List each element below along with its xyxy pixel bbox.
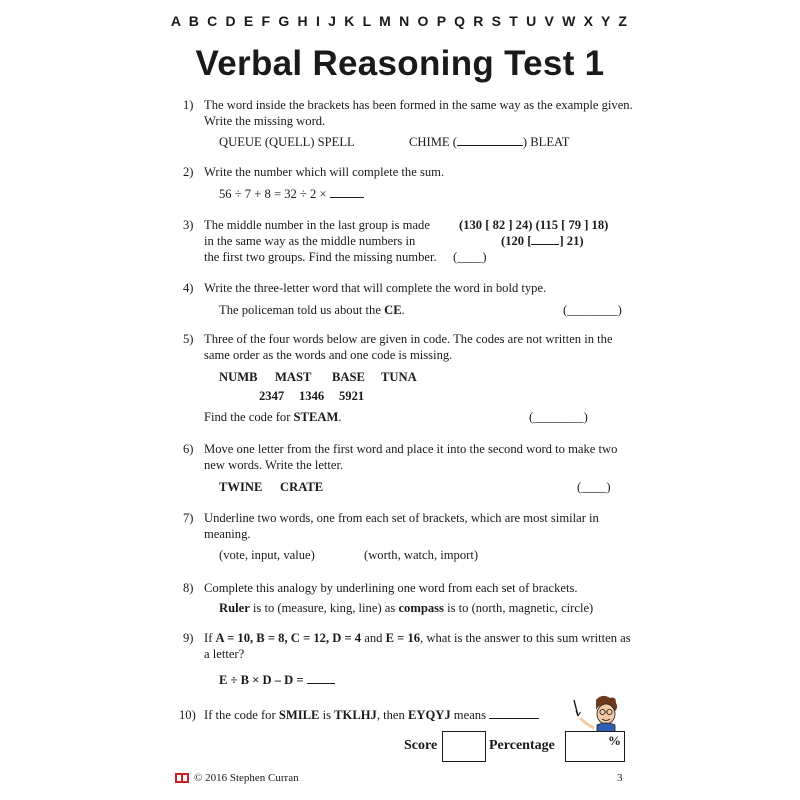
answer-bracket[interactable]: (________) xyxy=(563,303,622,317)
question-4 xyxy=(183,280,638,320)
question-text-line: in the same way as the middle numbers in xyxy=(204,234,416,248)
answer-blank[interactable] xyxy=(457,145,523,146)
publisher-logo-icon xyxy=(175,773,189,783)
code-prompt xyxy=(204,409,342,425)
prompt-start: Find the code for xyxy=(204,410,291,424)
code-word: EYQYJ xyxy=(407,708,451,722)
question-number: 8) xyxy=(183,581,194,595)
page-number: 3 xyxy=(617,772,623,784)
question-number: 9) xyxy=(183,631,194,645)
word: TWINE xyxy=(219,480,263,494)
example-line: QUEUE (QUELL) SPELL xyxy=(219,135,355,149)
answer-blank[interactable] xyxy=(307,683,335,684)
prompt-word: STEAM xyxy=(293,410,339,424)
question-7 xyxy=(183,510,638,565)
code-word: BASE xyxy=(332,370,365,384)
sum-line xyxy=(219,672,335,688)
question-5 xyxy=(183,331,638,426)
page-title: Verbal Reasoning Test 1 xyxy=(195,44,605,83)
sum-text: 56 ÷ 7 + 8 = 32 ÷ 2 × xyxy=(219,187,327,201)
percentage-label: Percentage xyxy=(489,738,555,753)
analogy-word: compass xyxy=(398,601,444,615)
text-part: , what is the answer to this sum written as a letter? xyxy=(204,631,631,661)
sentence-end: . xyxy=(401,303,405,317)
analogy-part: is to (north, magnetic, circle) xyxy=(443,601,594,615)
text-part: is xyxy=(319,708,335,722)
question-number: 3) xyxy=(183,218,194,232)
question-3 xyxy=(183,217,638,267)
cartoon-student-icon xyxy=(566,694,626,734)
code-word: TUNA xyxy=(381,370,417,384)
code-number: 2347 xyxy=(259,389,285,403)
question-text: Underline two words, one from each set of brackets, which are most similar in meaning. xyxy=(204,511,599,541)
question-text-line: The middle number in the last group is made xyxy=(204,218,430,232)
analogy-part: is to (measure, king, line) as xyxy=(249,601,399,615)
task-start: CHIME ( xyxy=(409,135,457,149)
task-line xyxy=(409,134,569,150)
text-part: If xyxy=(204,631,216,645)
text-part: If the code for xyxy=(204,708,279,722)
assignment: A = 10, B = 8, C = 12, D = 4 xyxy=(215,631,362,645)
sentence-start: The policeman told us about the xyxy=(219,303,381,317)
text-part: , then xyxy=(376,708,408,722)
question-number: 1) xyxy=(183,98,194,112)
score-label: Score xyxy=(404,738,438,753)
question-8 xyxy=(183,580,653,620)
question-number: 6) xyxy=(183,442,194,456)
score-box[interactable] xyxy=(442,731,486,762)
question-text: Move one letter from the first word and place it into the second word to make two new words. Write the letter. xyxy=(204,442,618,472)
word-set-2[interactable]: (worth, watch, import) xyxy=(364,548,479,562)
answer-blank[interactable] xyxy=(330,197,364,198)
answer-bracket[interactable]: (____) xyxy=(577,480,611,494)
answer-blank[interactable] xyxy=(489,718,539,719)
question-9 xyxy=(183,630,638,690)
code-number: 1346 xyxy=(299,389,325,403)
number-groups: (130 [ 82 ] 24) (115 [ 79 ] 18) xyxy=(459,218,609,232)
percentage-box[interactable] xyxy=(565,731,625,762)
missing-group xyxy=(501,233,584,249)
question-text: Complete this analogy by underlining one word from each set of brackets. xyxy=(204,581,578,595)
sum-line xyxy=(219,186,364,202)
question-text: Write the number which will complete the sum. xyxy=(204,165,445,179)
sum-text: E ÷ B × D – D = xyxy=(219,673,304,687)
bold-word: CE xyxy=(384,303,402,317)
text-part: and xyxy=(361,631,386,645)
answer-bracket[interactable]: (________) xyxy=(529,410,588,424)
question-text: Three of the four words below are given in code. The codes are not written in the same order as the words and one code is missing. xyxy=(204,332,613,362)
question-number: 4) xyxy=(183,281,194,295)
group-end: ] 21) xyxy=(559,234,584,248)
sentence xyxy=(219,302,405,318)
analogy-word: Ruler xyxy=(219,601,250,615)
answer-blank[interactable] xyxy=(531,244,559,245)
question-number: 7) xyxy=(183,511,194,525)
analogy-line[interactable] xyxy=(219,600,593,616)
text-part: means xyxy=(450,708,486,722)
question-text: Write the three-letter word that will complete the word in bold type. xyxy=(204,281,547,295)
question-1 xyxy=(183,97,638,157)
word: CRATE xyxy=(280,480,324,494)
code-word: SMILE xyxy=(278,708,320,722)
question-2 xyxy=(183,164,638,204)
answer-bracket[interactable]: (____) xyxy=(453,250,487,264)
code-word: NUMB xyxy=(219,370,258,384)
code-word: MAST xyxy=(275,370,312,384)
question-number: 2) xyxy=(183,165,194,179)
question-text-line: the first two groups. Find the missing number. xyxy=(204,250,437,264)
question-text xyxy=(204,630,638,662)
assignment: E = 16 xyxy=(385,631,421,645)
code-number: 5921 xyxy=(339,389,365,403)
percent-sign: % xyxy=(608,733,621,748)
code-word: TKLHJ xyxy=(334,708,377,722)
prompt-end: . xyxy=(338,410,342,424)
question-number: 10) xyxy=(179,708,196,722)
word-set-1[interactable]: (vote, input, value) xyxy=(219,548,315,562)
question-6 xyxy=(183,441,638,496)
alphabet-strip: A B C D E F G H I J K L M N O P Q R S T U V W X Y Z xyxy=(170,13,630,29)
question-text xyxy=(204,707,539,723)
task-end: ) BLEAT xyxy=(522,135,570,149)
question-number: 5) xyxy=(183,332,194,346)
copyright: © 2016 Stephen Curran xyxy=(194,772,299,784)
question-text: The word inside the brackets has been formed in the same way as the example given. Write the missing word. xyxy=(204,98,633,128)
group-start: (120 [ xyxy=(501,234,532,248)
